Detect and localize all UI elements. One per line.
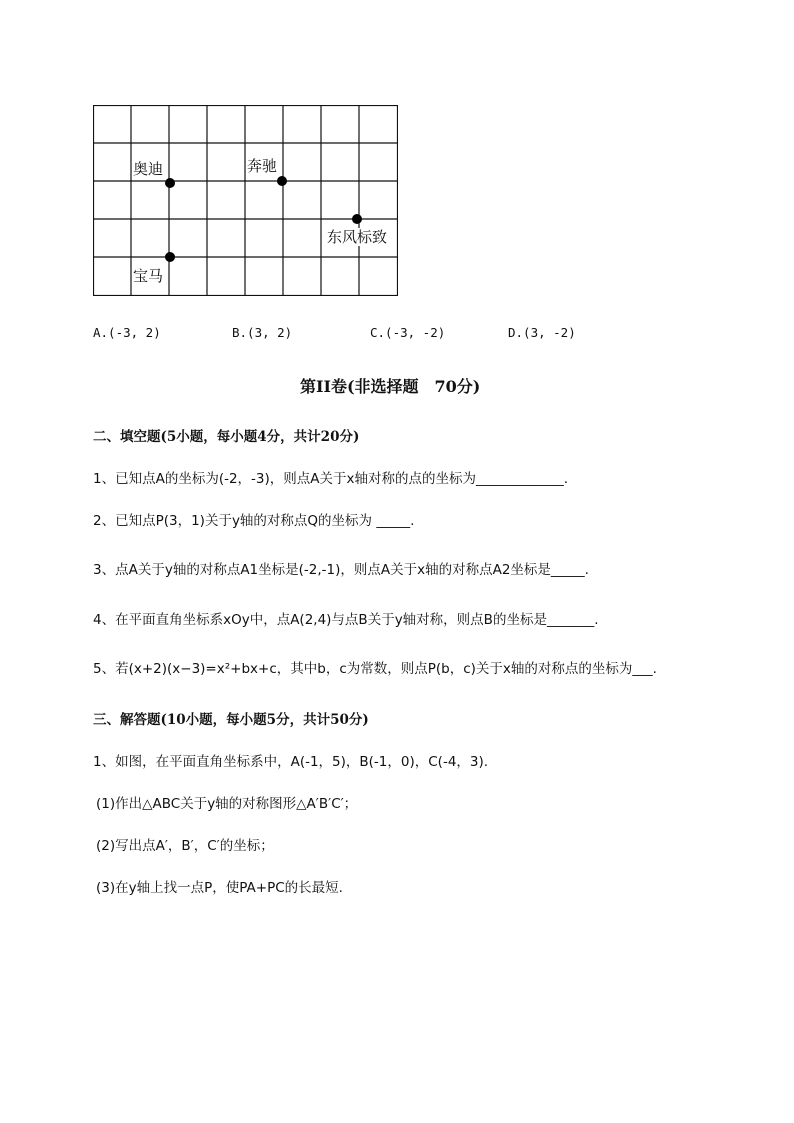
fill-question-2: 2、已知点P(3，1)关于y轴的对称点Q的坐标为 _____. — [93, 513, 415, 529]
part2-title: 第II卷(非选择题 70分) — [300, 377, 481, 396]
peugeot-point — [352, 214, 362, 224]
option-a: A.(-3, 2) — [93, 325, 161, 340]
bmw-point — [165, 252, 175, 262]
fill-question-3: 3、点A关于y轴的对称点A1坐标是(-2,-1)，则点A关于x轴的对称点A2坐标是_____. — [93, 562, 589, 578]
fill-question-5: 5、若(x+2)(x−3)=x²+bx+c，其中b，c为常数，则点P(b，c)关于x轴的对称点的坐标为___. — [93, 661, 657, 677]
fill-question-4: 4、在平面直角坐标系xOy中，点A(2,4)与点B关于y轴对称，则点B的坐标是_______. — [93, 612, 599, 628]
fill-question-1: 1、已知点A的坐标为(-2，-3)，则点A关于x轴对称的点的坐标为_____________. — [93, 471, 569, 487]
audi-point — [165, 178, 175, 188]
answer-question-1: 1、如图，在平面直角坐标系中，A(-1，5)，B(-1，0)，C(-4，3). — [93, 754, 489, 770]
section3-title: 三、解答题(10小题，每小题5分，共计50分) — [93, 712, 369, 728]
option-d: D.(3, -2) — [508, 325, 576, 340]
car-logo-grid-figure — [93, 105, 398, 296]
section2-title: 二、填空题(5小题，每小题4分，共计20分) — [93, 429, 360, 445]
option-b: B.(3, 2) — [232, 325, 293, 340]
audi-label: 奥迪 — [133, 160, 164, 178]
bmw-label: 宝马 — [133, 267, 164, 285]
peugeot-label: 东风标致 — [327, 228, 388, 246]
option-c: C.(-3, -2) — [370, 325, 446, 340]
answer-question-1-part-3: (3)在y轴上找一点P，使PA+PC的长最短. — [96, 880, 343, 896]
answer-question-1-part-2: (2)写出点A′，B′，C′的坐标； — [96, 838, 274, 854]
benz-point — [277, 176, 287, 186]
benz-label: 奔驰 — [247, 157, 278, 175]
answer-question-1-part-1: (1)作出△ABC关于y轴的对称图形△A′B′C′； — [96, 796, 358, 812]
